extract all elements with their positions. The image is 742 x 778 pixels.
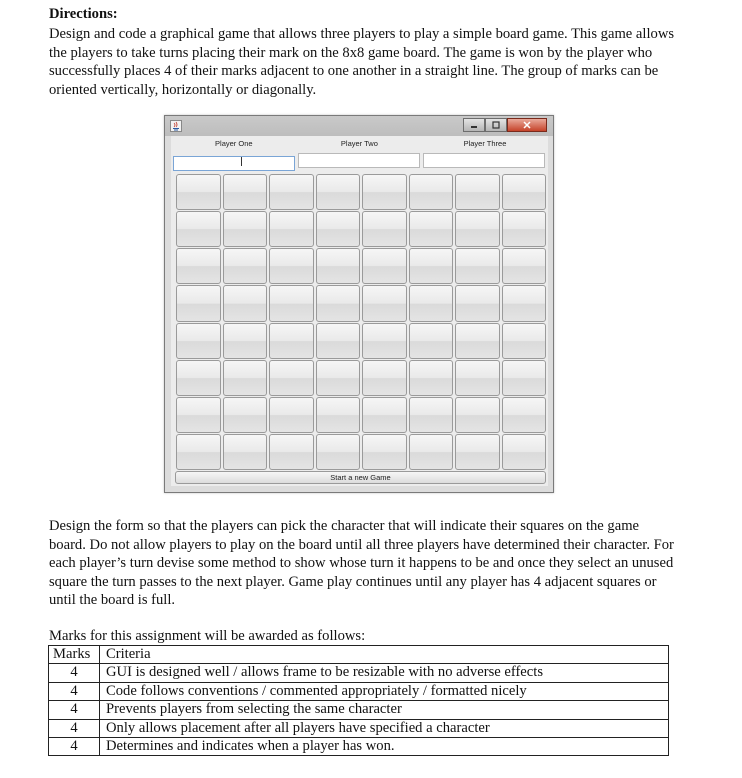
table-row	[49, 701, 669, 719]
maximize-icon	[491, 121, 501, 129]
board-cell[interactable]	[455, 174, 500, 210]
player-inputs	[173, 153, 547, 171]
board-cell[interactable]	[409, 323, 454, 359]
board-cell[interactable]	[176, 211, 221, 247]
title-bar[interactable]	[165, 116, 553, 136]
board-cell[interactable]	[176, 174, 221, 210]
board-cell[interactable]	[409, 360, 454, 396]
board-cell[interactable]	[502, 285, 547, 321]
board-cell[interactable]	[223, 285, 268, 321]
board-cell[interactable]	[223, 397, 268, 433]
board-cell[interactable]	[316, 434, 361, 470]
text-caret	[241, 157, 242, 166]
board-cell[interactable]	[362, 211, 407, 247]
board-cell[interactable]	[316, 248, 361, 284]
board-cell[interactable]	[316, 174, 361, 210]
board-cell[interactable]	[223, 211, 268, 247]
board-cell[interactable]	[455, 285, 500, 321]
minimize-icon	[469, 121, 479, 129]
board-cell[interactable]	[269, 397, 314, 433]
board-cell[interactable]	[269, 360, 314, 396]
player-two-label: Player Two	[340, 139, 378, 148]
criteria-cell: Determines and indicates when a player has won.	[100, 738, 669, 756]
board-cell[interactable]	[269, 285, 314, 321]
board-cell[interactable]	[176, 434, 221, 470]
marks-cell: 4	[49, 738, 100, 756]
board-cell[interactable]	[316, 323, 361, 359]
intro-paragraph: Design and code a graphical game that allows three players to play a simple board game. This game allows the players to take turns placing their mark on the 8x8 game board. The game is won by the player who successfully places 4 of their marks adjacent to one another in a straight line. The group of marks can be oriented vertically, horizontally or diagonally.	[49, 26, 675, 98]
player-three-label: Player Three	[463, 139, 507, 148]
close-icon	[522, 121, 532, 129]
player-two-input[interactable]	[298, 153, 420, 168]
table-row	[49, 664, 669, 682]
board-cell[interactable]	[455, 360, 500, 396]
board-cell[interactable]	[316, 397, 361, 433]
board-cell[interactable]	[223, 360, 268, 396]
board-cell[interactable]	[502, 434, 547, 470]
board-cell[interactable]	[362, 360, 407, 396]
minimize-button[interactable]	[463, 118, 485, 132]
board-cell[interactable]	[316, 285, 361, 321]
board-cell[interactable]	[409, 434, 454, 470]
board-cell[interactable]	[269, 248, 314, 284]
board-cell[interactable]	[502, 323, 547, 359]
player-one-label: Player One	[215, 139, 253, 148]
marks-cell: 4	[49, 701, 100, 719]
marks-cell: 4	[49, 664, 100, 682]
board-cell[interactable]	[409, 211, 454, 247]
board-cell[interactable]	[316, 360, 361, 396]
marks-cell: 4	[49, 682, 100, 700]
design-paragraph: Design the form so that the players can pick the character that will indicate their squares on the game board. Do not allow players to play on the board until all three players have determined their character. For each player’s turn devise some method to show whose turn it happens to be and once they select an unused square the turn passes to the next player. Game play continues until any player has 4 adjacent squares or until the board is full.	[49, 518, 674, 609]
board-cell[interactable]	[502, 360, 547, 396]
board-cell[interactable]	[455, 434, 500, 470]
board-cell[interactable]	[362, 397, 407, 433]
board-cell[interactable]	[362, 174, 407, 210]
board-cell[interactable]	[223, 434, 268, 470]
board-cell[interactable]	[362, 323, 407, 359]
marks-column-header: Marks	[49, 646, 100, 664]
table-row	[49, 719, 669, 737]
board-cell[interactable]	[455, 211, 500, 247]
board-cell[interactable]	[223, 174, 268, 210]
marks-cell: 4	[49, 719, 100, 737]
board-cell[interactable]	[269, 211, 314, 247]
board-cell[interactable]	[176, 360, 221, 396]
board-cell[interactable]	[455, 323, 500, 359]
board-cell[interactable]	[409, 174, 454, 210]
marks-intro: Marks for this assignment will be awarded as follows:	[49, 628, 366, 644]
table-row	[49, 682, 669, 700]
board-cell[interactable]	[455, 248, 500, 284]
board-cell[interactable]	[362, 285, 407, 321]
game-board	[175, 174, 547, 470]
board-cell[interactable]	[455, 397, 500, 433]
board-cell[interactable]	[362, 434, 407, 470]
criteria-cell: Code follows conventions / commented appropriately / formatted nicely	[100, 682, 669, 700]
criteria-cell: GUI is designed well / allows frame to be resizable with no adverse effects	[100, 664, 669, 682]
start-new-game-button[interactable]: Start a new Game	[175, 471, 546, 484]
marks-table	[48, 645, 669, 756]
board-cell[interactable]	[176, 397, 221, 433]
board-cell[interactable]	[269, 174, 314, 210]
player-labels	[171, 139, 548, 148]
board-cell[interactable]	[362, 248, 407, 284]
board-cell[interactable]	[176, 248, 221, 284]
board-cell[interactable]	[269, 323, 314, 359]
criteria-cell: Only allows placement after all players have specified a character	[100, 719, 669, 737]
board-cell[interactable]	[223, 323, 268, 359]
board-cell[interactable]	[409, 248, 454, 284]
board-cell[interactable]	[409, 397, 454, 433]
table-row	[49, 738, 669, 756]
board-cell[interactable]	[409, 285, 454, 321]
board-cell[interactable]	[223, 248, 268, 284]
maximize-button[interactable]	[485, 118, 507, 132]
directions-heading: Directions:	[49, 6, 118, 22]
game-window	[164, 115, 554, 493]
game-panel	[171, 136, 548, 486]
board-cell[interactable]	[316, 211, 361, 247]
board-cell[interactable]	[502, 211, 547, 247]
board-cell[interactable]	[502, 248, 547, 284]
marks-table-header	[49, 646, 669, 664]
close-button[interactable]	[507, 118, 547, 132]
board-cell[interactable]	[176, 285, 221, 321]
board-cell[interactable]	[269, 434, 314, 470]
java-icon	[170, 120, 182, 132]
player-one-input[interactable]	[173, 156, 295, 171]
player-three-input[interactable]	[423, 153, 545, 168]
board-cell[interactable]	[502, 397, 547, 433]
board-cell[interactable]	[176, 323, 221, 359]
window-controls	[463, 118, 547, 132]
board-cell[interactable]	[502, 174, 547, 210]
criteria-column-header: Criteria	[100, 646, 669, 664]
criteria-cell: Prevents players from selecting the same character	[100, 701, 669, 719]
